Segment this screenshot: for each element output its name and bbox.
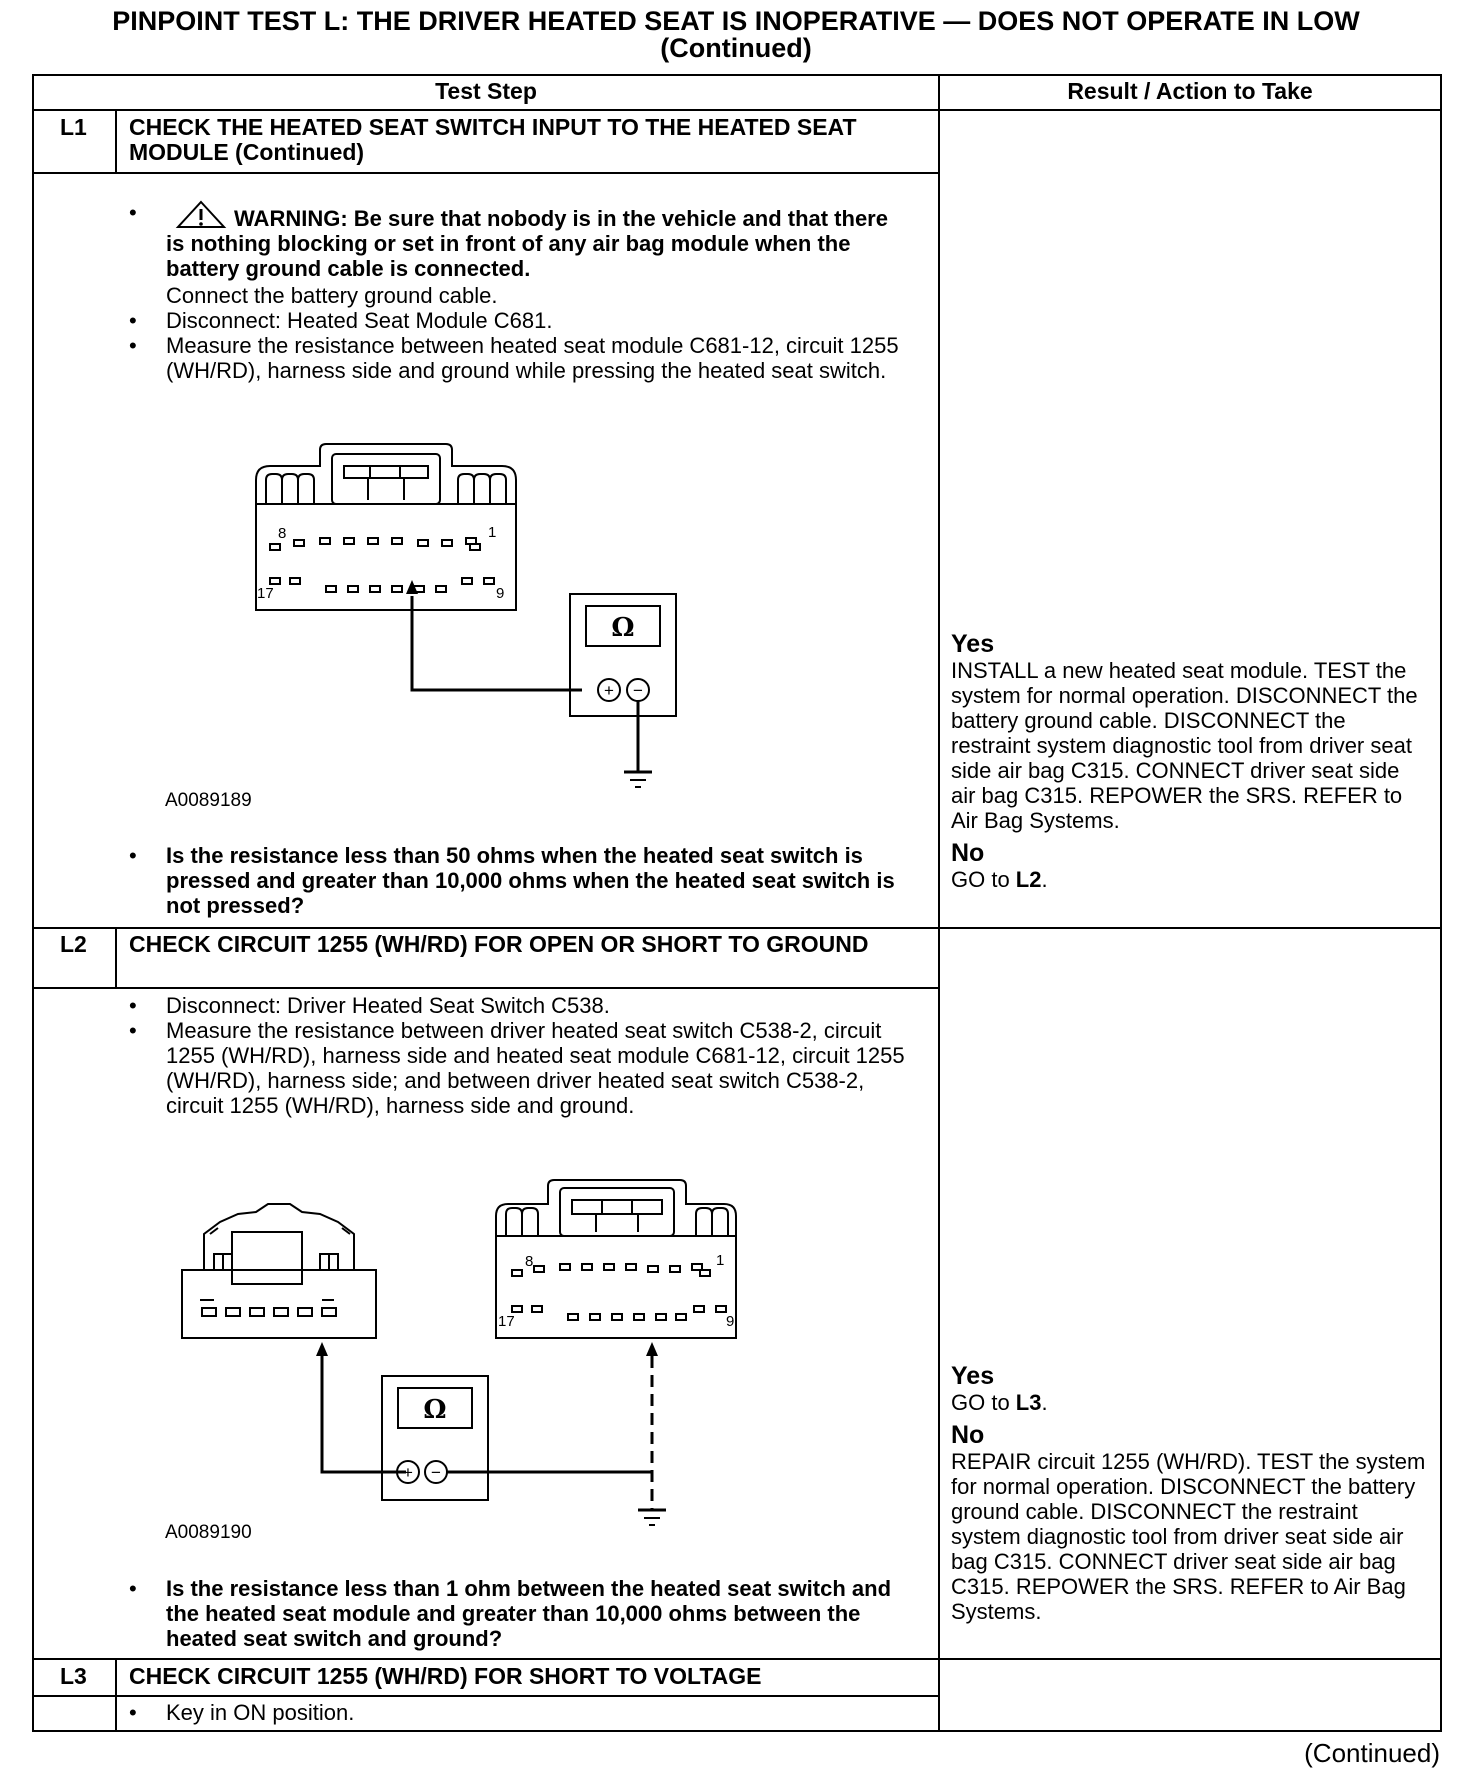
l1-body <box>129 200 909 383</box>
l1-question-text: Is the resistance less than 50 ohms when the heated seat switch is pressed and greater than 10,000 ohms when the heated seat switch is not pressed? <box>166 843 895 918</box>
l2-pin-1-label: 1 <box>716 1252 725 1269</box>
step-title-l2: CHECK CIRCUIT 1255 (WH/RD) FOR OPEN OR SHORT TO GROUND <box>129 931 869 957</box>
table-border-left <box>32 74 34 1732</box>
l2-yes-text-post: . <box>1041 1390 1048 1415</box>
l1-warning-item <box>129 200 909 308</box>
l2-title-rule <box>32 987 940 989</box>
bullet-dot: • <box>129 200 137 225</box>
l1-title-rule <box>32 172 940 174</box>
l1-bullet-2-text: Disconnect: Heated Seat Module C681. <box>166 308 553 333</box>
bullet-dot: • <box>129 843 137 868</box>
step-title-l1: CHECK THE HEATED SEAT SWITCH INPUT TO THE HEATED SEAT MODULE (Continued) <box>129 114 857 165</box>
l2-question-block <box>129 1576 909 1651</box>
bullet-dot: • <box>129 308 137 333</box>
table-border-right <box>1440 74 1442 1732</box>
l1-yes-text: INSTALL a new heated seat module. TEST the system for normal operation. DISCONNECT the battery ground cable. DISCONNECT the restraint system diagnostic tool from driver seat side air bag C315. CONNECT driver seat side air bag C315. REPOWER the SRS. REFER to Air Bag Systems. <box>951 658 1418 833</box>
l1-no-label: No <box>951 839 985 867</box>
l2-bullet-2-text: Measure the resistance between driver heated seat switch C538-2, circuit 1255 (WH/RD), harness side and heated seat module C681-12, circuit 1255 (WH/RD), harness side; and between driver heated seat switch C538-2, circuit 1255 (WH/RD), harness side and ground. <box>166 1018 905 1118</box>
l2-question <box>129 1576 909 1651</box>
l2-yes-text <box>951 1390 1427 1415</box>
l1-no-text <box>951 867 1048 892</box>
header-rule <box>32 109 1442 111</box>
l1-no-text-post: . <box>1041 867 1048 892</box>
minus-terminal-icon: − <box>633 681 643 700</box>
l1-results <box>951 630 1427 892</box>
page-title <box>0 8 1472 62</box>
l1-pin-9-label: 9 <box>496 585 505 602</box>
bullet-dot: • <box>129 1576 137 1601</box>
l2-yes-text-pre: GO to <box>951 1390 1016 1415</box>
plus-terminal-icon: + <box>403 1463 413 1482</box>
l2-figure-id: A0089190 <box>165 1522 252 1543</box>
l1-end-rule <box>32 927 1442 929</box>
header-test-step: Test Step <box>435 78 537 104</box>
l1-question <box>129 843 909 918</box>
l3-title-rule <box>32 1695 940 1697</box>
step-id-l2: L2 <box>60 931 87 957</box>
column-divider <box>938 74 940 1732</box>
l3-bullet-1 <box>129 1700 909 1725</box>
l2-connector-diagram <box>170 1170 770 1540</box>
l2-bullet-1-text: Disconnect: Driver Heated Seat Switch C538. <box>166 993 610 1018</box>
id-divider-l2 <box>115 928 117 988</box>
l1-bullet-3-text: Measure the resistance between heated seat module C681-12, circuit 1255 (WH/RD), harness side and ground while pressing the heated seat switch. <box>166 333 899 383</box>
l2-pin-17-label: 17 <box>498 1313 515 1330</box>
l2-bullet-1 <box>129 993 909 1018</box>
l1-figure-id: A0089189 <box>165 790 252 811</box>
step-id-l3: L3 <box>60 1663 87 1689</box>
bullet-dot: • <box>129 1700 137 1725</box>
l1-no-ref-link[interactable]: L2 <box>1015 867 1042 892</box>
step-id-l1: L1 <box>60 114 87 140</box>
table-border-top <box>32 74 1442 76</box>
warning-triangle-icon <box>174 200 228 230</box>
l1-warning <box>166 200 909 281</box>
page-footer: (Continued) <box>1304 1738 1440 1768</box>
ohm-icon: Ω <box>611 613 635 643</box>
l1-pin-17-label: 17 <box>257 585 274 602</box>
l1-bullet-3 <box>129 333 909 383</box>
l1-warning-follow: Connect the battery ground cable. <box>166 283 498 308</box>
l1-question-block <box>129 843 909 918</box>
l2-pin-8-label: 8 <box>525 1253 534 1270</box>
l2-body <box>129 993 909 1118</box>
l1-yes-label: Yes <box>951 630 995 658</box>
l1-warning-text: WARNING: Be sure that nobody is in the vehicle and that there is nothing blocking or set in front of any air bag module when the battery ground cable is connected. <box>166 206 888 281</box>
l2-yes-label: Yes <box>951 1362 995 1390</box>
l3-body <box>129 1700 909 1725</box>
id-divider-l1 <box>115 110 117 174</box>
title-line-1: PINPOINT TEST L: THE DRIVER HEATED SEAT IS INOPERATIVE — DOES NOT OPERATE IN LOW <box>112 6 1360 36</box>
bullet-dot: • <box>129 993 137 1018</box>
l2-no-label: No <box>951 1421 985 1449</box>
l1-no-text-pre: GO to <box>951 867 1016 892</box>
l2-pin-9-label: 9 <box>726 1313 735 1330</box>
l1-connector-diagram <box>240 440 700 800</box>
l1-pin-1-label: 1 <box>488 524 497 541</box>
l2-question-text: Is the resistance less than 1 ohm between the heated seat switch and the heated seat module and greater than 10,000 ohms between the heated seat switch and ground? <box>166 1576 892 1651</box>
l2-yes-ref-link[interactable]: L3 <box>1015 1390 1042 1415</box>
l3-bullet-1-text: Key in ON position. <box>166 1700 355 1725</box>
title-line-2: (Continued) <box>660 33 812 63</box>
header-result: Result / Action to Take <box>1067 78 1313 104</box>
l1-pin-8-label: 8 <box>278 525 287 542</box>
step-title-l3: CHECK CIRCUIT 1255 (WH/RD) FOR SHORT TO VOLTAGE <box>129 1663 762 1689</box>
plus-terminal-icon: + <box>604 681 614 700</box>
bullet-dot: • <box>129 333 137 358</box>
l2-bullet-2 <box>129 1018 909 1118</box>
ohm-icon: Ω <box>423 1395 447 1425</box>
bullet-dot: • <box>129 1018 137 1043</box>
l2-end-rule <box>32 1658 1442 1660</box>
l2-results <box>951 1362 1427 1624</box>
table-border-bottom <box>32 1730 1442 1732</box>
l1-bullet-2 <box>129 308 909 333</box>
minus-terminal-icon: − <box>431 1463 441 1482</box>
l2-no-text: REPAIR circuit 1255 (WH/RD). TEST the system for normal operation. DISCONNECT the battery ground cable. DISCONNECT the restraint system diagnostic tool from driver seat side air bag C315. CONNECT driver seat side air bag C315. REPOWER the SRS. REFER to Air Bag Systems. <box>951 1449 1426 1624</box>
